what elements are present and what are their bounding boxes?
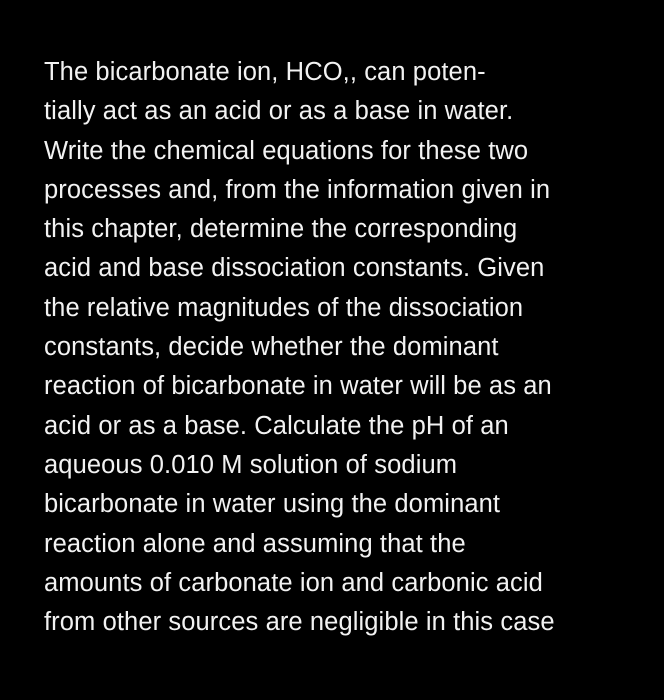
text-line: acid and base dissociation constants. Given (44, 254, 545, 283)
text-line: the relative magnitudes of the dissociation (44, 293, 524, 322)
text-line: acid or as a base. Calculate the pH of an (44, 411, 509, 440)
text-line: The bicarbonate ion, HCO,, can poten- (44, 58, 486, 86)
text-line: constants, decide whether the dominant (44, 333, 499, 362)
text-line: bicarbonate in water using the dominant (44, 490, 501, 519)
text-line: tially act as an acid or as a base in water. (44, 97, 514, 126)
text-line: reaction alone and assuming that the (44, 529, 466, 558)
text-line: this chapter, determine the corresponding (44, 215, 518, 244)
problem-text (44, 53, 654, 642)
text-line: from other sources are negligible in this case (44, 608, 555, 637)
text-line: processes and, from the information given in (44, 175, 551, 204)
text-line: amounts of carbonate ion and carbonic acid (44, 568, 543, 597)
text-line: reaction of bicarbonate in water will be as an (44, 372, 552, 401)
text-line: aqueous 0.010 M solution of sodium (44, 450, 458, 479)
text-line: Write the chemical equations for these two (44, 136, 529, 165)
